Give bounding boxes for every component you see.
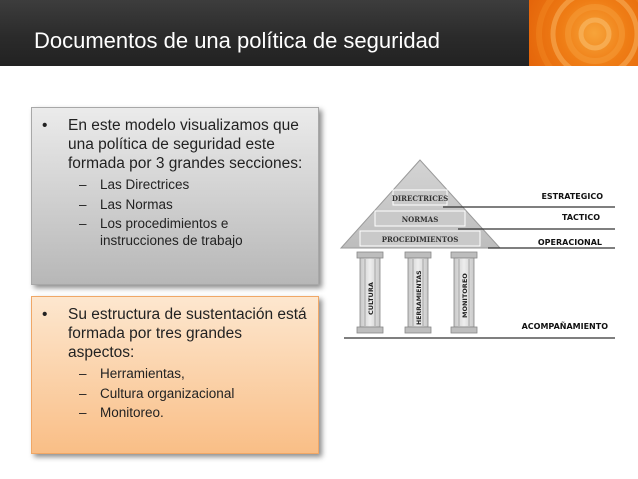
support-structure-box <box>31 296 319 454</box>
list-item <box>42 366 308 383</box>
pillar-monitoreo <box>451 252 477 333</box>
policy-pyramid-diagram <box>338 155 618 345</box>
directives-text: En este modelo visualizamos que una política de seguridad este formada por 3 grandes secciones: <box>68 117 303 172</box>
pillar-label: HERRAMIENTAS <box>416 270 423 325</box>
list-item-label: Las Normas <box>100 196 173 212</box>
tier-directrices: DIRECTRICES <box>391 194 449 203</box>
support-bullet <box>42 305 308 362</box>
dash-icon: – <box>79 216 87 231</box>
decorative-swirl-icon <box>529 0 638 66</box>
bullet-icon: • <box>42 306 48 323</box>
dash-icon: – <box>79 405 87 420</box>
dash-icon: – <box>79 177 87 192</box>
dash-icon: – <box>79 196 87 212</box>
pillar-cultura <box>357 252 383 333</box>
pillar-label: MONITOREO <box>461 273 469 318</box>
list-item <box>42 197 308 214</box>
pillar-label: CULTURA <box>367 282 375 315</box>
list-item <box>42 177 308 194</box>
directives-bullet <box>42 116 308 173</box>
list-item-label: Monitoreo. <box>100 405 164 420</box>
level-tactico: TACTICO <box>561 213 600 222</box>
list-item-label: Cultura organizacional <box>100 385 235 401</box>
tier-procedimientos: PROCEDIMIENTOS <box>381 235 459 244</box>
level-estrategico: ESTRATEGICO <box>541 192 603 201</box>
list-item-label: Herramientas, <box>100 366 185 381</box>
tier-normas: NORMAS <box>401 215 439 224</box>
bullet-icon: • <box>42 117 48 134</box>
support-text: Su estructura de sustentación está formada por tres grandes aspectos: <box>68 306 307 361</box>
list-item-label: Las Directrices <box>100 177 190 192</box>
dash-icon: – <box>79 385 87 401</box>
pillar-herramientas <box>405 252 431 333</box>
base-acompanamiento: ACOMPAÑAMIENTO <box>521 322 608 331</box>
level-operacional: OPERACIONAL <box>537 238 602 247</box>
directives-box <box>31 107 319 285</box>
directives-list <box>42 177 308 249</box>
list-item <box>42 386 308 403</box>
list-item-label: Los procedimientos e instrucciones de trabajo <box>100 216 243 248</box>
slide-header <box>0 0 638 66</box>
dash-icon: – <box>79 366 87 381</box>
slide-title: Documentos de una política de seguridad <box>34 28 441 53</box>
decorative-orange-panel <box>529 0 638 66</box>
list-item <box>42 405 308 422</box>
support-list <box>42 366 308 422</box>
list-item <box>42 216 308 249</box>
